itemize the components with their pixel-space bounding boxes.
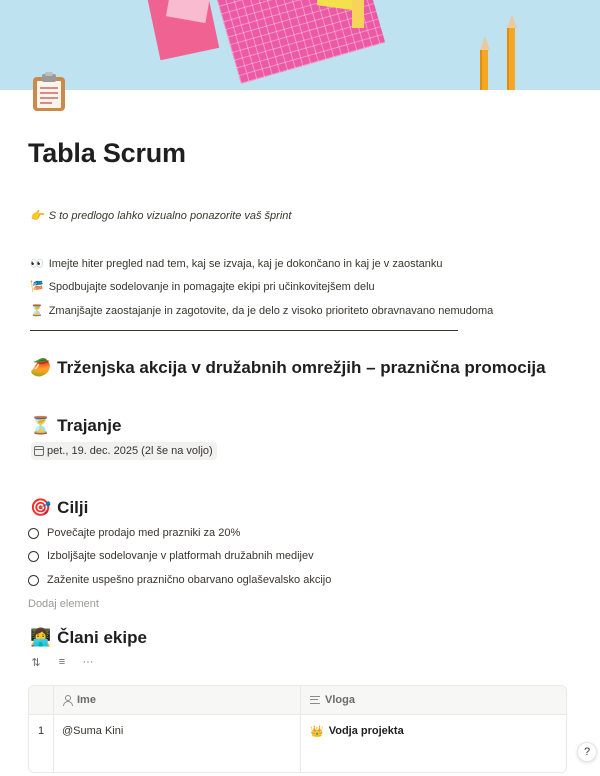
cover-pencil	[480, 50, 488, 90]
crown-icon: 👑	[310, 726, 324, 738]
column-header-label: Ime	[77, 694, 96, 706]
goal-item[interactable]	[28, 550, 314, 562]
text-lines-icon	[310, 696, 320, 704]
eyes-icon: 👀	[30, 258, 44, 270]
benefit-text: Imejte hiter pregled nad tem, kaj se izvaja, kaj je dokončano in kaj je v zaostanku	[48, 258, 443, 270]
cover-pencil	[507, 28, 515, 90]
goals-heading[interactable]	[30, 498, 88, 518]
goal-checkbox[interactable]	[28, 551, 39, 562]
team-heading[interactable]	[30, 628, 147, 648]
role-text: Vodja projekta	[328, 725, 404, 737]
benefit-text: Spodbujajte sodelovanje in pomagajte ekipi pri učinkovitejšem delu	[48, 281, 375, 293]
benefit-line[interactable]	[30, 257, 442, 270]
goal-checkbox[interactable]	[28, 575, 39, 586]
calendar-icon	[34, 446, 44, 456]
benefit-text: Zmanjšajte zaostajanje in zagotovite, da je delo z visoko prioriteto obravnavano nemudoma	[48, 305, 494, 317]
person-icon	[62, 695, 72, 705]
carp-streamer-icon: 🎏	[30, 281, 44, 293]
goal-text: Povečajte prodajo med prazniki za 20%	[47, 527, 241, 539]
divider	[30, 330, 458, 331]
page-cover-image[interactable]	[0, 0, 600, 90]
table-row[interactable]	[29, 714, 566, 772]
benefit-line[interactable]	[30, 280, 375, 293]
date-mention[interactable]	[31, 442, 217, 460]
goal-checkbox[interactable]	[28, 528, 39, 539]
target-icon: 🎯	[30, 498, 52, 517]
help-button[interactable]: ?	[577, 742, 597, 762]
page-title[interactable]: Tabla Scrum	[28, 138, 186, 168]
goal-text: Izboljšajte sodelovanje v platformah družabnih medijev	[47, 550, 314, 562]
technologist-icon: 👩‍💻	[30, 628, 52, 647]
clipboard-icon[interactable]	[30, 72, 68, 112]
more-options-icon[interactable]: ···	[82, 656, 94, 668]
team-table	[28, 685, 567, 773]
cover-sticky-note	[352, 0, 364, 28]
sort-icon[interactable]: ⇅	[31, 656, 41, 669]
hourglass-icon: ⏳	[30, 305, 44, 317]
column-header-name[interactable]	[53, 686, 300, 714]
date-text: pet., 19. dec. 2025 (2l še na voljo)	[47, 445, 213, 457]
campaign-heading[interactable]	[30, 358, 546, 378]
add-element-button[interactable]: Dodaj element	[28, 598, 99, 610]
goal-text: Zaženite uspešno praznično obarvano oglaševalsko akcijo	[47, 574, 332, 586]
pointing-hand-icon: 👉	[30, 210, 44, 222]
person-mention[interactable]: @Suma Kini	[53, 715, 300, 772]
row-number-header	[29, 686, 53, 714]
database-toolbar	[30, 656, 94, 668]
duration-heading[interactable]	[30, 416, 121, 436]
goal-item[interactable]	[28, 527, 240, 539]
goal-item[interactable]	[28, 574, 331, 586]
role-cell[interactable]	[300, 715, 566, 772]
team-heading-label: Člani ekipe	[57, 628, 147, 647]
column-header-label: Vloga	[325, 694, 355, 706]
intro-text-label: S to predlogo lahko vizualno ponazorite vaš šprint	[48, 210, 292, 222]
benefit-line[interactable]	[30, 304, 493, 317]
row-number: 1	[37, 725, 45, 737]
goals-heading-label: Cilji	[57, 498, 89, 517]
hourglass-icon: ⏳	[30, 416, 52, 435]
intro-text[interactable]	[30, 209, 291, 222]
column-header-role[interactable]	[300, 686, 566, 714]
campaign-heading-label: Trženjska akcija v družabnih omrežjih – praznična promocija	[57, 358, 546, 377]
duration-heading-label: Trajanje	[57, 416, 122, 435]
filter-icon[interactable]: ≡	[58, 656, 66, 668]
table-header-row	[29, 686, 566, 714]
mango-icon: 🥭	[30, 358, 52, 377]
